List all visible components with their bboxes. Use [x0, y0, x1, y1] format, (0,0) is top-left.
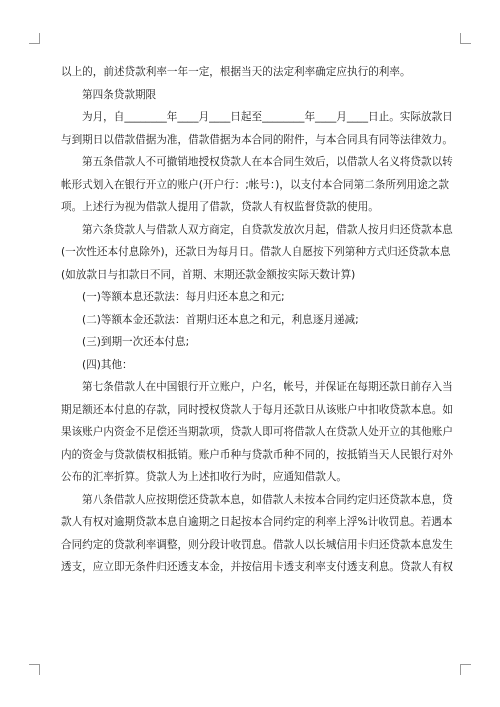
text-line: 项。上述行为视为借款人提用了借款，贷款人有权监督贷款的使用。 [61, 201, 379, 213]
text-line: 与到期日以借款借据为准，借款借据为本合同的附件，与本合同具有同等法律效力。 [61, 133, 453, 146]
text-line: 款人有权对逾期贷款本息自逾期之日起按本合同约定的利率上浮%计收罚息。若遇本 [61, 516, 453, 528]
crop-mark-bottom-right [460, 664, 471, 675]
text-line: 内的资金与贷款债权相抵销。账户币种与贷款币种不同的，按抵销当天人民银行对外 [61, 448, 453, 461]
text-line: 第四条贷款期限 [82, 88, 157, 101]
text-line: 为月，自________年____月____日起至________年____月____日止。实际放款日 [82, 111, 453, 123]
text-line: 合同约定的贷款利率调整，则分段计收罚息。借款人以长城信用卡归还贷款本息发生 [61, 538, 453, 551]
text-line: (一)等额本息还款法：每月归还本息之和元; [82, 291, 285, 303]
text-line: 期足额还本付息的存款，同时授权贷款人于每月还款日从该账户中扣收贷款本息。如 [61, 403, 453, 416]
text-line: 以上的，前述贷款利率一年一定，根据当天的法定利率确定应执行的利率。 [61, 66, 411, 78]
crop-mark-bottom-left [29, 664, 40, 675]
text-line: 帐形式划入在银行开立的账户(开户行：;帐号：)，以支付本合同第二条所列用途之款 [61, 178, 449, 191]
text-line: (二)等额本金还款法：首期归还本息之和元，利息逐月递减; [82, 313, 359, 326]
text-line: (四)其他： [82, 358, 133, 371]
text-line: 果该账户内资金不足偿还当期款项，贷款人即可将借款人在贷款人处开立的其他账户 [61, 426, 453, 438]
text-line: (三)到期一次还本付息; [82, 336, 190, 348]
text-line: 第八条借款人应按期偿还贷款本息，如借款人未按本合同约定归还贷款本息，贷 [82, 493, 453, 506]
text-line: 第六条贷款人与借款人双方商定，自贷款发放次月起，借款人按月归还贷款本息 [82, 223, 453, 236]
text-line: 透支，应立即无条件归还透支本金，并按信用卡透支利率支付透支利息。贷款人有权 [61, 561, 453, 573]
document-body [61, 61, 453, 579]
text-line: (一次性还本付息除外)，还款日为每月日。借款人自愿按下列第种方式归还贷款本息 [61, 246, 451, 258]
text-line: 第五条借款人不可撤销地授权贷款人在本合同生效后，以借款人名义将贷款以转 [82, 156, 453, 168]
text-line: 公布的汇率折算。贷款人为上述扣收行为时，应通知借款人。 [61, 471, 348, 483]
text-line: (如放款日与扣款日不同，首期、末期还款金额按实际天数计算) [61, 268, 356, 281]
text-line: 第七条借款人在中国银行开立账户，户名，帐号，并保证在每期还款日前存入当 [82, 381, 453, 393]
crop-mark-top-right [460, 33, 471, 44]
crop-mark-top-left [29, 33, 40, 44]
